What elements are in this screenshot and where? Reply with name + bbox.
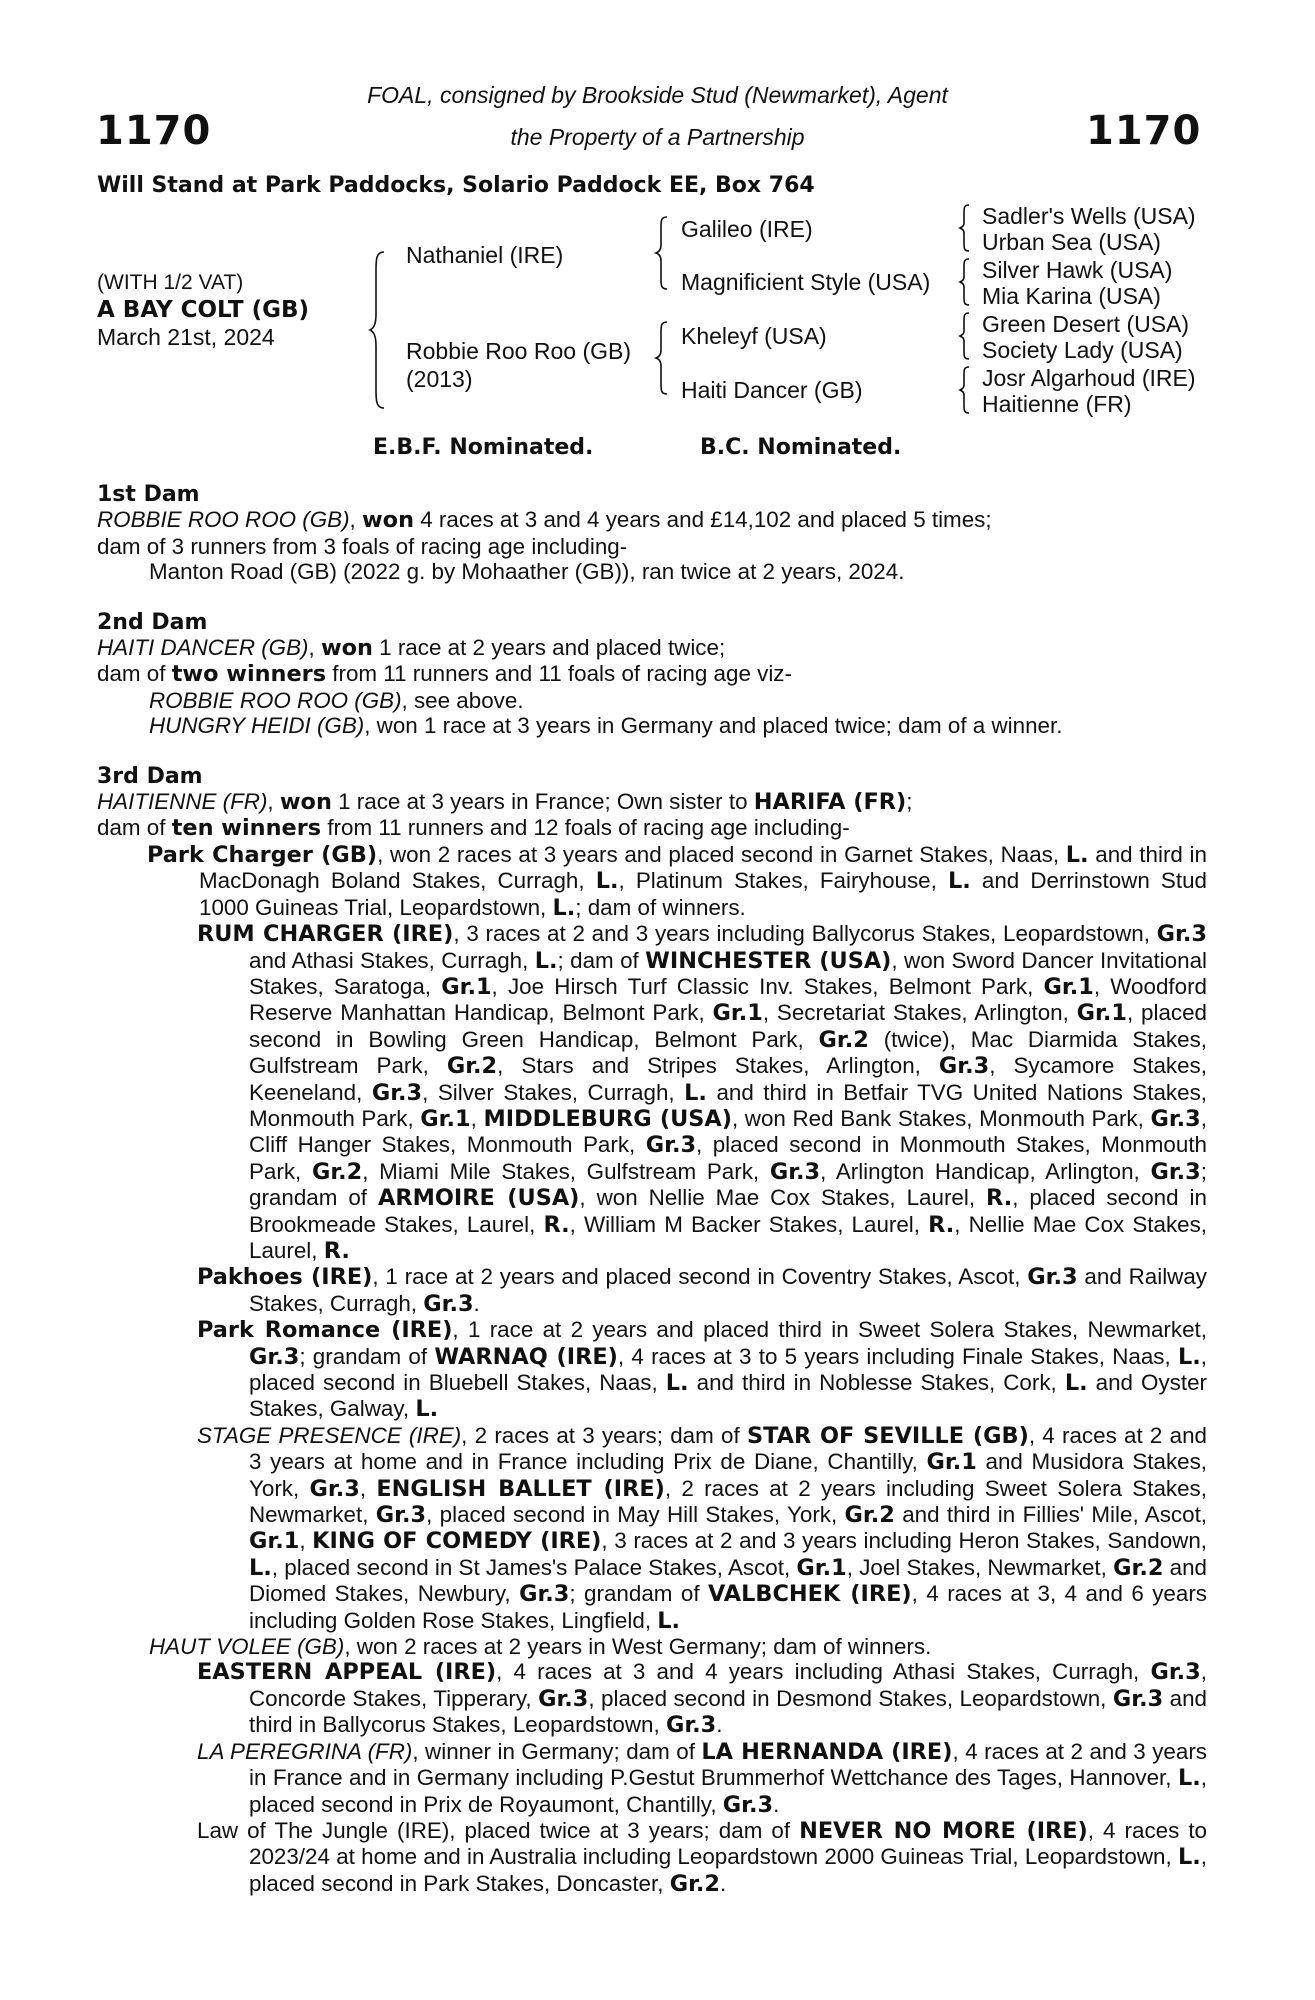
produce-3a: Park Charger (GB), won 2 races at 3 years and placed second in Garnet Stakes, Naas, L. and third in MacDonagh Boland Stakes, Curragh, L., Platinum Stakes, Fairyhouse, L. and Derrinstown Stud 1000 Guineas Trial, Leopardstown, L.; dam of winners.	[147, 841, 1207, 921]
third-dam-text: HAITIENNE (FR), won 1 race at 3 years in France; Own sister to HARIFA (FR);	[97, 789, 913, 816]
lot-number-left: 1170	[96, 108, 212, 154]
second-dam-heading: 2nd Dam	[97, 609, 208, 635]
lot-number-right: 1170	[1086, 108, 1202, 154]
stand-location: Will Stand at Park Paddocks, Solario Paddock EE, Box 764	[97, 173, 815, 198]
first-dam-produce: dam of 3 runners from 3 foals of racing age including-	[97, 533, 628, 559]
sire: Nathaniel (IRE)	[406, 242, 564, 268]
sire-sire: Galileo (IRE)	[681, 216, 813, 242]
produce-3a2: Pakhoes (IRE), 1 race at 2 years and placed second in Coventry Stakes, Ascot, Gr.3 and Railway Stakes, Curragh, Gr.3.	[197, 1264, 1207, 1317]
ebf-nomination: E.B.F. Nominated.	[373, 435, 594, 460]
brace-icon	[654, 215, 670, 291]
produce-3a3: Park Romance (IRE), 1 race at 2 years and placed third in Sweet Solera Stakes, Newmarket, Gr.3; grandam of WARNAQ (IRE), 4 races at 3 to 5 years including Finale Stakes, Naas, L., placed second in Bluebell Stakes, Naas, L. and third in Noblesse Stakes, Cork, L. and Oyster Stakes, Galway, L.	[197, 1317, 1207, 1423]
dam: Robbie Roo Roo (GB)	[406, 338, 631, 364]
third-dam-produce: dam of ten winners from 11 runners and 12 foals of racing age including-	[97, 815, 850, 842]
dam-year: (2013)	[406, 366, 473, 392]
bc-nomination: B.C. Nominated.	[700, 435, 902, 460]
produce-3a1: RUM CHARGER (IRE), 3 races at 2 and 3 years including Ballycorus Stakes, Leopardstown, Gr.3 and Athasi Stakes, Curragh, L.; dam of WINCHESTER (USA), won Sword Dancer Invitational Stakes, Saratoga, Gr.1, Joe Hirsch Turf Classic Inv. Stakes, Belmont Park, Gr.1, Woodford Reserve Manhattan Handicap, Belmont Park, Gr.1, Secretariat Stakes, Arlington, Gr.1, placed second in Bowling Green Handicap, Belmont Park, Gr.2 (twice), Mac Diarmida Stakes, Gulfstream Park, Gr.2, Stars and Stripes Stakes, Arlington, Gr.3, Sycamore Stakes, Keeneland, Gr.3, Silver Stakes, Curragh, L. and third in Betfair TVG United Nations Stakes, Monmouth Park, Gr.1, MIDDLEBURG (USA), won Red Bank Stakes, Monmouth Park, Gr.3, Cliff Hanger Stakes, Monmouth Park, Gr.3, placed second in Monmouth Stakes, Monmouth Park, Gr.2, Miami Mile Stakes, Gulfstream Park, Gr.3, Arlington Handicap, Arlington, Gr.3; grandam of ARMOIRE (USA), won Nellie Mae Cox Stakes, Laurel, R., placed second in Brookmeade Stakes, Laurel, R., William M Backer Stakes, Laurel, R., Nellie Mae Cox Stakes, Laurel, R.	[197, 921, 1208, 1264]
g3-4: Mia Karina (USA)	[982, 283, 1161, 309]
g3-5: Green Desert (USA)	[982, 311, 1190, 337]
g3-2: Urban Sea (USA)	[982, 229, 1161, 255]
dam-dam: Haiti Dancer (GB)	[681, 377, 863, 403]
second-dam-text: HAITI DANCER (GB), won 1 race at 2 years and placed twice;	[97, 635, 726, 662]
produce-3a4: STAGE PRESENCE (IRE), 2 races at 3 years; dam of STAR OF SEVILLE (GB), 4 races at 2 and 3 years at home and in France including Prix de Diane, Chantilly, Gr.1 and Musidora Stakes, York, Gr.3, ENGLISH BALLET (IRE), 2 races at 2 years including Sweet Solera Stakes, Newmarket, Gr.3, placed second in May Hill Stakes, York, Gr.2 and third in Fillies' Mile, Ascot, Gr.1, KING OF COMEDY (IRE), 3 races at 2 and 3 years including Heron Stakes, Sandown, L., placed second in St James's Palace Stakes, Ascot, Gr.1, Joel Stakes, Newmarket, Gr.2 and Diomed Stakes, Newbury, Gr.3; grandam of VALBCHEK (IRE), 4 races at 3, 4 and 6 years including Golden Rose Stakes, Lingfield, L.	[197, 1422, 1208, 1634]
consignor-line-2: the Property of a Partnership	[510, 124, 805, 150]
sire-dam: Magnificient Style (USA)	[681, 269, 931, 295]
g3-1: Sadler's Wells (USA)	[982, 203, 1196, 229]
first-dam-text: ROBBIE ROO ROO (GB), won 4 races at 3 and 4 years and £14,102 and placed 5 times;	[97, 507, 992, 534]
second-dam-produce: dam of two winners from 11 runners and 11 foals of racing age viz-	[97, 661, 792, 688]
produce-3b1: EASTERN APPEAL (IRE), 4 races at 3 and 4 years including Athasi Stakes, Curragh, Gr.3, Concorde Stakes, Tipperary, Gr.3, placed second in Desmond Stakes, Leopardstown, Gr.3 and third in Ballycorus Stakes, Leopardstown, Gr.3.	[197, 1659, 1207, 1739]
brace-icon	[368, 250, 388, 410]
brace-icon	[958, 311, 972, 361]
produce-2b: HUNGRY HEIDI (GB), won 1 race at 3 years in Germany and placed twice; dam of a winner.	[149, 713, 1063, 739]
horse-name: A BAY COLT (GB)	[97, 297, 310, 323]
g3-3: Silver Hawk (USA)	[982, 257, 1173, 283]
brace-icon	[654, 320, 670, 396]
vat-note: (WITH 1/2 VAT)	[97, 271, 244, 294]
produce-2a: ROBBIE ROO ROO (GB), see above.	[149, 687, 524, 713]
produce-3b: HAUT VOLEE (GB), won 2 races at 2 years in West Germany; dam of winners.	[149, 1634, 932, 1660]
consignor-line-1: FOAL, consigned by Brookside Stud (Newmarket), Agent	[367, 82, 948, 108]
dam-sire: Kheleyf (USA)	[681, 323, 827, 349]
brace-icon	[958, 203, 972, 253]
produce-1: Manton Road (GB) (2022 g. by Mohaather (GB)), ran twice at 2 years, 2024.	[149, 559, 905, 585]
g3-8: Haitienne (FR)	[982, 391, 1132, 417]
produce-3b3: Law of The Jungle (IRE), placed twice at 3 years; dam of NEVER NO MORE (IRE), 4 races to 2023/24 at home and in Australia including Leopardstown 2000 Guineas Trial, Leopardstown, L., placed second in Park Stakes, Doncaster, Gr.2.	[197, 1817, 1207, 1897]
third-dam-heading: 3rd Dam	[97, 763, 203, 789]
horse-dob: March 21st, 2024	[97, 324, 275, 350]
catalogue-body	[97, 482, 1207, 1897]
brace-icon	[958, 365, 972, 415]
produce-3b2: LA PEREGRINA (FR), winner in Germany; dam of LA HERNANDA (IRE), 4 races at 2 and 3 years in France and in Germany including P.Gestut Brummerhof Wettchance des Tages, Hannover, L., placed second in Prix de Royaumont, Chantilly, Gr.3.	[197, 1738, 1207, 1818]
brace-icon	[958, 257, 972, 307]
first-dam-heading: 1st Dam	[97, 482, 200, 507]
g3-7: Josr Algarhoud (IRE)	[982, 365, 1196, 391]
g3-6: Society Lady (USA)	[982, 337, 1183, 363]
